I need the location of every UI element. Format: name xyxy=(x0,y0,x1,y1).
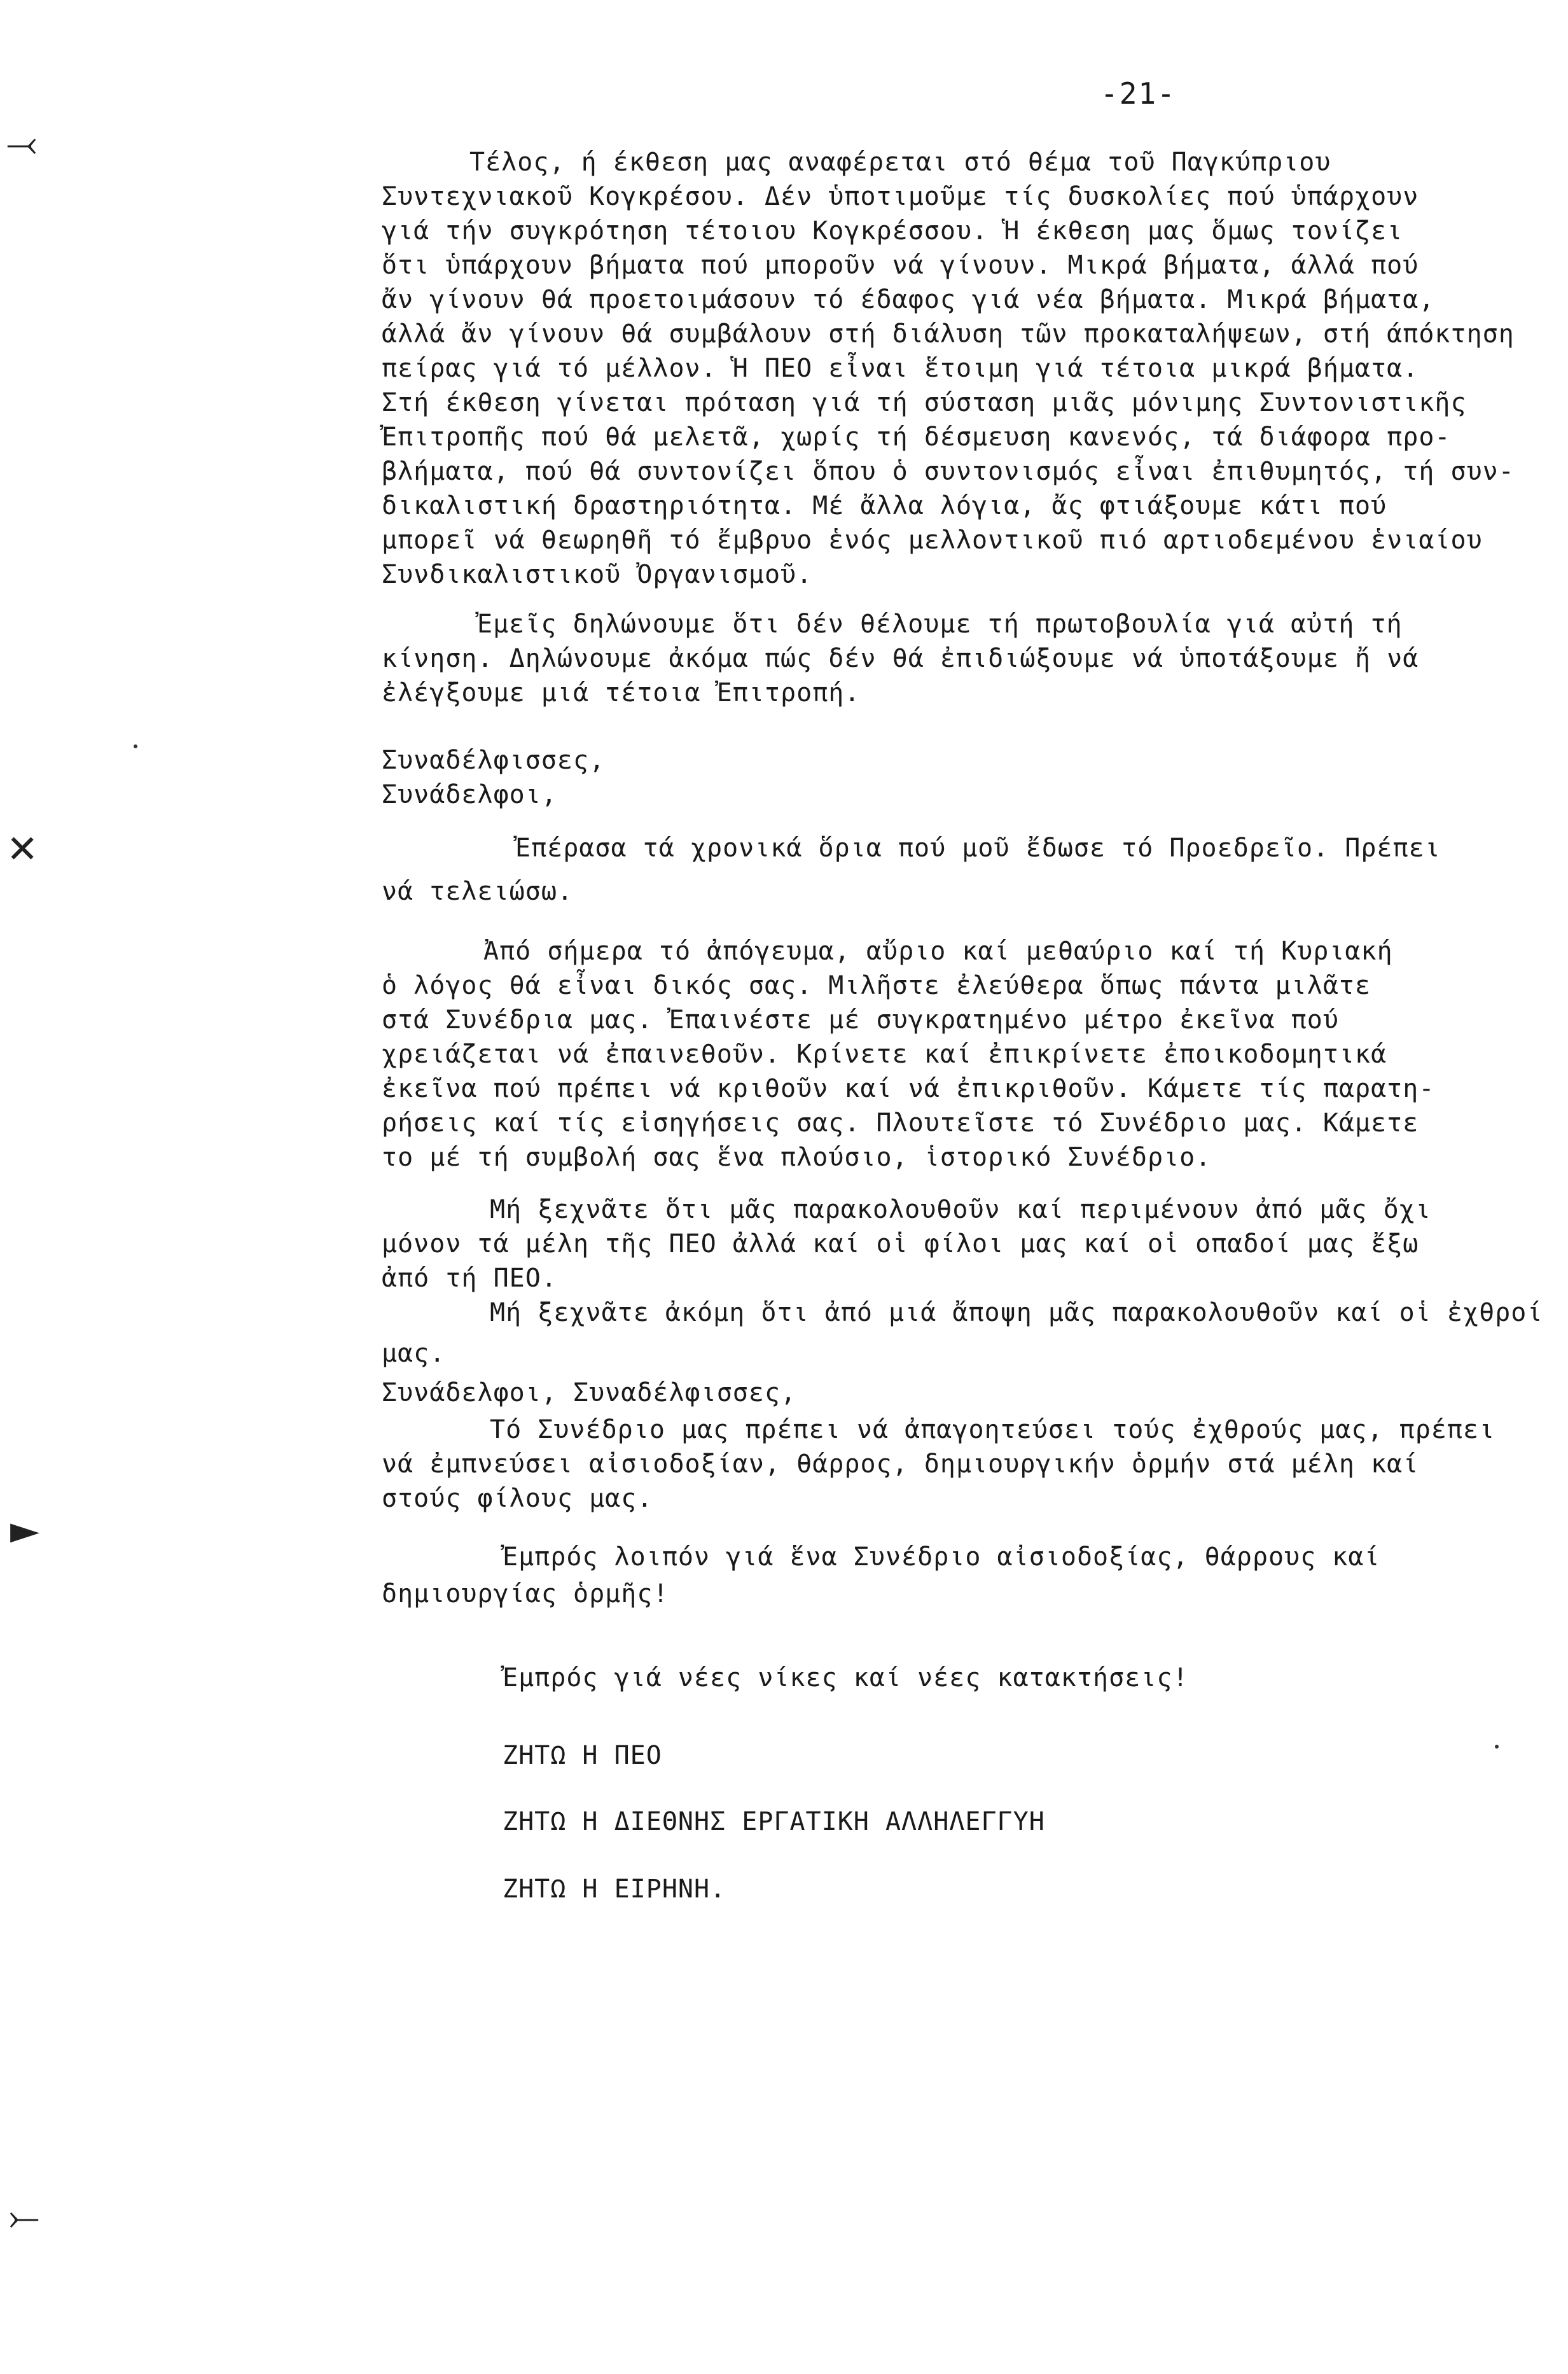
scan-mark: ⤙ xyxy=(6,121,37,165)
text-line: άλλά ἄν γίνουν θά συμβάλουν στή διάλυση τῶν προκαταλήψεων, στή άπόκτηση xyxy=(382,319,1515,349)
text-line: Μή ξεχνᾶτε ἀκόμη ὅτι ἀπό μιά ἄποψη μᾶς παρακολουθοῦν καί οἱ ἐχθροί xyxy=(490,1298,1543,1327)
text-line: Τέλος, ή έκθεση μας αναφέρεται στό θέμα τοῦ Παγκύπριου xyxy=(469,148,1331,177)
scan-speck xyxy=(1495,1745,1499,1749)
text-line: ἀπό τή ΠΕΟ. xyxy=(382,1264,557,1293)
text-line: μας. xyxy=(382,1339,446,1368)
text-line: μόνον τά μέλη τῆς ΠΕΟ ἀλλά καί οἱ φίλοι μας καί οἱ οπαδοί μας ἔξω xyxy=(382,1229,1419,1259)
text-line: γιά τήν συγκρότηση τέτοιου Κογκρέσσου. Ἡ έκθεση μας ὅμως τονίζει xyxy=(382,216,1403,246)
text-line: ἄν γίνουν θά προετοιμάσουν τό έδαφος γιά νέα βήματα. Μικρά βήματα, xyxy=(382,285,1435,314)
text-line: Ἐπιτροπῆς πού θά μελετᾶ, χωρίς τή δέσμευση κανενός, τά διάφορα προ- xyxy=(382,422,1451,452)
text-line: ἐλέγξουμε μιά τέτοια Ἐπιτροπή. xyxy=(382,678,861,708)
text-line: δικαλιστική δραστηριότητα. Μέ ἄλλα λόγια, ἄς φτιάξουμε κάτι πού xyxy=(382,491,1387,520)
text-line: Συναδέλφισσες, xyxy=(382,746,606,775)
text-line: Τό Συνέδριο μας πρέπει νά ἀπαγοητεύσει τούς ἐχθρούς μας, πρέπει xyxy=(490,1415,1495,1444)
text-line: Ἐμπρός λοιπόν γιά ἕνα Συνέδριο αἰσιοδοξίας, θάρρους καί xyxy=(503,1542,1380,1572)
text-line: Συνάδελφοι, xyxy=(382,780,557,809)
text-line: Συντεχνιακοῦ Κογκρέσου. Δέν ὑποτιμοῦμε τίς δυσκολίες πού ὑπάρχουν xyxy=(382,182,1419,211)
scan-mark: ✕ xyxy=(6,827,39,872)
text-line: ὅτι ὑπάρχουν βήματα πού μποροῦν νά γίνουν. Μικρά βήματα, άλλά πού xyxy=(382,251,1419,280)
text-line: Ἐπέρασα τά χρονικά ὅρια πού μοῦ ἔδωσε τό Προεδρεῖο. Πρέπει xyxy=(515,834,1441,863)
text-line: Μή ξεχνᾶτε ὅτι μᾶς παρακολουθοῦν καί περιμένουν ἀπό μᾶς ὄχι xyxy=(490,1195,1431,1224)
text-line: Ἀπό σήμερα τό ἀπόγευμα, αὔριο καί μεθαύριο καί τή Κυριακή xyxy=(483,937,1393,966)
text-line: βλήματα, πού θά συντονίζει ὅπου ὁ συντονισμός εἶναι ἐπιθυμητός, τή συν- xyxy=(382,457,1515,486)
scan-mark: ⤚ xyxy=(9,2195,39,2240)
salutation-2: Συνάδελφοι, Συναδέλφισσες, xyxy=(382,1378,797,1407)
closing-line: ΖΗΤΩ Η ΕΙΡΗΝΗ. xyxy=(503,1875,726,1904)
page-number: -21- xyxy=(1100,76,1176,111)
text-line: ρήσεις καί τίς εἰσηγήσεις σας. Πλουτεῖστε τό Συνέδριο μας. Κάμετε xyxy=(382,1108,1419,1138)
slogan-2: Ἐμπρός γιά νέες νίκες καί νέες κατακτήσεις! xyxy=(503,1663,1189,1693)
scan-mark: ► xyxy=(10,1508,40,1553)
text-line: νά τελειώσω. xyxy=(382,877,573,906)
text-line: στά Συνέδρια μας. Ἐπαινέστε μέ συγκρατημένο μέτρο ἐκεῖνα πού xyxy=(382,1005,1339,1035)
text-line: κίνηση. Δηλώνουμε ἀκόμα πώς δέν θά ἐπιδιώξουμε νά ὑποτάξουμε ἤ νά xyxy=(382,644,1419,673)
text-line: ὁ λόγος θά εἶναι δικός σας. Μιλῆστε ἐλεύθερα ὅπως πάντα μιλᾶτε xyxy=(382,971,1371,1000)
closing-line: ΖΗΤΩ Η ΠΕΟ xyxy=(503,1741,662,1770)
text-line: χρειάζεται νά ἐπαινεθοῦν. Κρίνετε καί ἐπικρίνετε ἐποικοδομητικά xyxy=(382,1040,1387,1069)
closing-line: ΖΗΤΩ Η ΔΙΕΘΝΗΣ ΕΡΓΑΤΙΚΗ ΑΛΛΗΛΕΓΓΥΗ xyxy=(503,1807,1045,1836)
text-line: ἐκεῖνα πού πρέπει νά κριθοῦν καί νά ἐπικριθοῦν. Κάμετε τίς παρατη- xyxy=(382,1074,1435,1103)
text-line: Στή έκθεση γίνεται πρόταση γιά τή σύσταση μιᾶς μόνιμης Συντονιστικῆς xyxy=(382,388,1467,417)
text-line: το μέ τή συμβολή σας ἕνα πλούσιο, ἱστορικό Συνέδριο. xyxy=(382,1143,1212,1172)
text-line: Ἐμεῖς δηλώνουμε ὅτι δέν θέλουμε τή πρωτοβουλία γιά αὐτή τή xyxy=(477,610,1403,639)
text-line: νά ἐμπνεύσει αἰσιοδοξίαν, θάρρος, δημιουργικήν ὁρμήν στά μέλη καί xyxy=(382,1449,1419,1479)
text-line: πείρας γιά τό μέλλον. Ἡ ΠΕΟ εἶναι ἕτοιμη γιά τέτοια μικρά βήματα. xyxy=(382,354,1419,383)
scan-speck xyxy=(134,744,137,748)
text-line: Συνδικαλιστικοῦ Ὀργανισμοῦ. xyxy=(382,560,813,589)
text-line: μπορεῖ νά θεωρηθῆ τό ἔμβρυο ἑνός μελλοντικοῦ πιό αρτιοδεμένου ἑνιαίου xyxy=(382,526,1483,555)
text-line: δημιουργίας ὁρμῆς! xyxy=(382,1579,669,1609)
text-line: στούς φίλους μας. xyxy=(382,1484,653,1513)
